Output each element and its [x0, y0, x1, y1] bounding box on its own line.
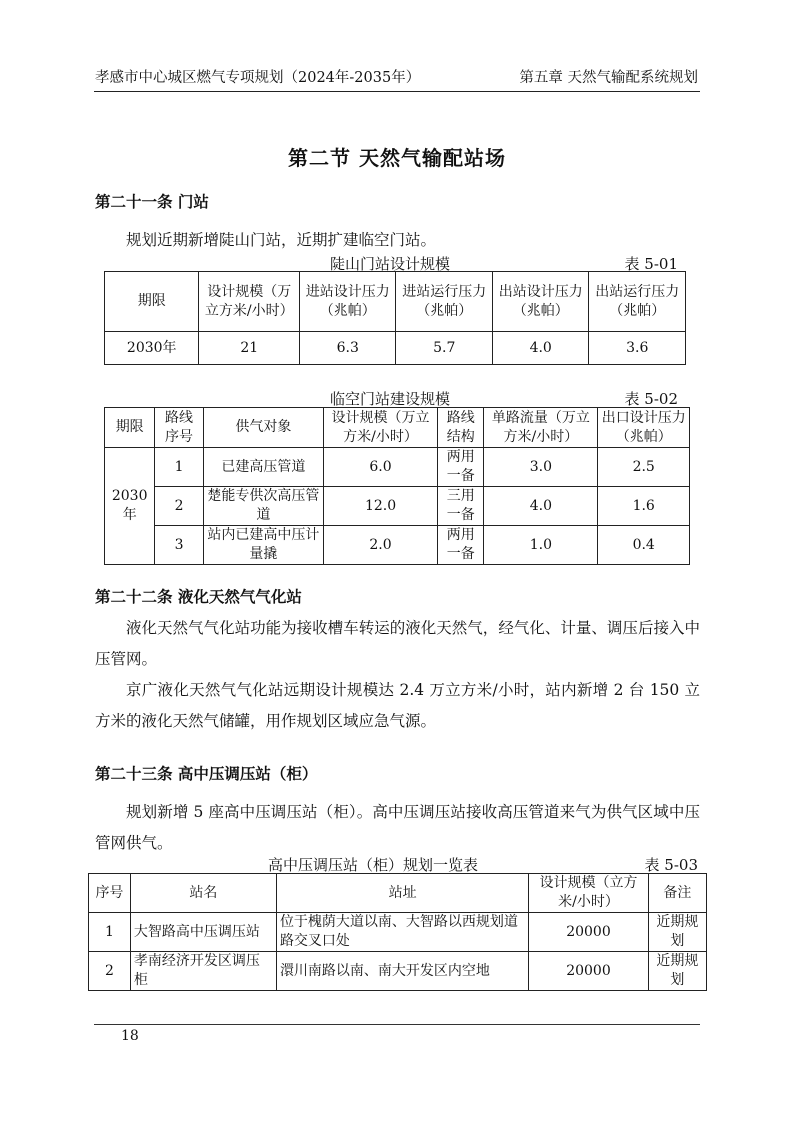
- table-row: [105, 448, 690, 487]
- table-3-header-cell: 备注: [648, 874, 706, 913]
- table-2: [104, 407, 690, 565]
- table-row: [105, 526, 690, 565]
- page-number: 18: [121, 1028, 139, 1044]
- table-2-cell: 站内已建高中压计量撬: [203, 526, 323, 565]
- table-3-cell: 位于槐荫大道以南、大智路以西规划道路交叉口处: [276, 913, 528, 952]
- table-3: [88, 873, 707, 991]
- table-1-header-cell: 期限: [105, 272, 199, 332]
- table-2-cell: 0.4: [598, 526, 690, 565]
- table-2-cell: 6.0: [323, 448, 437, 487]
- table-1-code: 表 5-01: [624, 255, 678, 273]
- table-3-header-cell: 设计规模（立方米/小时）: [529, 874, 649, 913]
- table-1-header-cell: 进站设计压力（兆帕）: [300, 272, 396, 332]
- article-22-paragraph-1: 液化天然气气化站功能为接收槽车转运的液化天然气，经气化、计量、调压后接入中压管网。: [95, 619, 700, 668]
- article-21-title: 第二十一条 门站: [95, 193, 209, 211]
- table-3-cell: 近期规划: [648, 952, 706, 991]
- table-2-header-cell: 单路流量（万立方米/小时）: [484, 408, 598, 448]
- header-chapter-title: 第五章 天然气输配系统规划: [519, 70, 698, 86]
- table-3-header-row: [89, 874, 707, 913]
- table-2-header-cell: 出口设计压力（兆帕）: [598, 408, 690, 448]
- table-3-cell: 20000: [529, 913, 649, 952]
- header-divider: [94, 91, 700, 92]
- table-2-cell: 两用一备: [438, 448, 484, 487]
- table-2-cell: 2.5: [598, 448, 690, 487]
- footer-divider: [94, 1024, 700, 1025]
- table-1-caption: 陡山门站设计规模: [330, 255, 451, 273]
- table-3-cell: 近期规划: [648, 913, 706, 952]
- table-2-header-row: [105, 408, 690, 448]
- table-1-header-cell: 出站设计压力（兆帕）: [492, 272, 588, 332]
- table-2-cell: 2: [155, 487, 203, 526]
- table-2-cell: 已建高压管道: [203, 448, 323, 487]
- table-2-caption: 临空门站建设规模: [330, 390, 451, 408]
- table-3-cell: 20000: [529, 952, 649, 991]
- table-1-cell: 21: [199, 332, 300, 365]
- table-2-cell: 3.0: [484, 448, 598, 487]
- article-22-title: 第二十二条 液化天然气气化站: [95, 588, 302, 606]
- section-title: 第二节 天然气输配站场: [288, 146, 506, 170]
- table-3-header-cell: 序号: [89, 874, 131, 913]
- table-1-header-row: [105, 272, 686, 332]
- article-23-title: 第二十三条 高中压调压站（柜）: [95, 765, 318, 783]
- table-1-cell: 6.3: [300, 332, 396, 365]
- article-22-paragraph-2: 京广液化天然气气化站远期设计规模达 2.4 万立方米/小时，站内新增 2 台 150 立方米的液化天然气储罐，用作规划区域应急气源。: [95, 681, 700, 730]
- table-1-cell: 3.6: [589, 332, 686, 365]
- table-2-cell: 4.0: [484, 487, 598, 526]
- table-2-header-cell: 设计规模（万立方米/小时）: [323, 408, 437, 448]
- table-3-caption: 高中压调压站（柜）规划一览表: [268, 856, 479, 874]
- table-row: [89, 913, 707, 952]
- article-23-paragraph-1: 规划新增 5 座高中压调压站（柜）。高中压调压站接收高压管道来气为供气区域中压管网供气。: [95, 803, 700, 852]
- table-3-code: 表 5-03: [644, 856, 698, 874]
- table-2-code: 表 5-02: [624, 390, 678, 408]
- table-1-cell: 2030年: [105, 332, 199, 365]
- table-3-cell: 澴川南路以南、南大开发区内空地: [276, 952, 528, 991]
- table-3-cell: 1: [89, 913, 131, 952]
- table-2-cell: 2.0: [323, 526, 437, 565]
- table-1-header-cell: 出站运行压力（兆帕）: [589, 272, 686, 332]
- header-document-title: 孝感市中心城区燃气专项规划（2024年-2035年）: [95, 70, 421, 86]
- table-2-header-cell: 路线序号: [155, 408, 203, 448]
- table-1-header-cell: 设计规模（万立方米/小时）: [199, 272, 300, 332]
- table-2-cell: 三用一备: [438, 487, 484, 526]
- table-3-cell: 孝南经济开发区调压柜: [130, 952, 276, 991]
- article-21-text: 规划近期新增陡山门站，近期扩建临空门站。: [126, 231, 437, 249]
- table-1: [104, 271, 686, 365]
- table-2-header-cell: 供气对象: [203, 408, 323, 448]
- table-2-cell: 1: [155, 448, 203, 487]
- table-2-cell: 1.6: [598, 487, 690, 526]
- table-2-cell: 12.0: [323, 487, 437, 526]
- table-3-header-cell: 站名: [130, 874, 276, 913]
- table-row: [105, 487, 690, 526]
- table-3-cell: 大智路高中压调压站: [130, 913, 276, 952]
- table-1-header-cell: 进站运行压力（兆帕）: [396, 272, 492, 332]
- table-row: [105, 332, 686, 365]
- table-2-header-cell: 期限: [105, 408, 155, 448]
- table-2-cell: 1.0: [484, 526, 598, 565]
- table-2-period-cell: 2030年: [105, 448, 155, 565]
- table-3-cell: 2: [89, 952, 131, 991]
- table-row: [89, 952, 707, 991]
- table-1-cell: 5.7: [396, 332, 492, 365]
- table-1-cell: 4.0: [492, 332, 588, 365]
- table-2-cell: 楚能专供次高压管道: [203, 487, 323, 526]
- table-2-cell: 3: [155, 526, 203, 565]
- table-2-header-cell: 路线结构: [438, 408, 484, 448]
- table-3-header-cell: 站址: [276, 874, 528, 913]
- table-2-cell: 两用一备: [438, 526, 484, 565]
